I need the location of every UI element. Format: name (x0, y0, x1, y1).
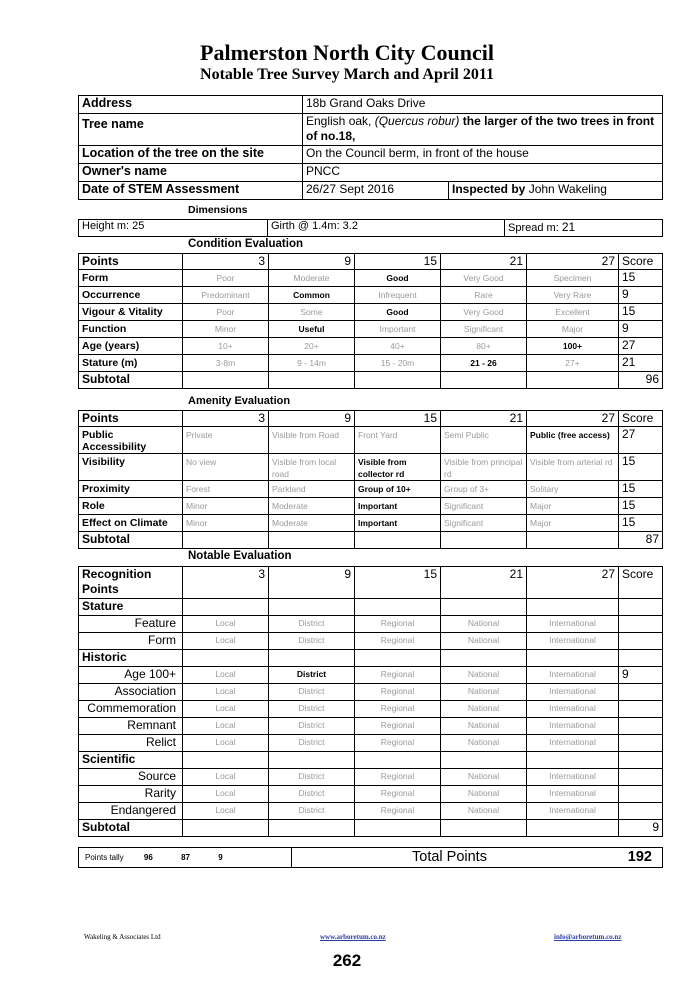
empty-cell (441, 752, 527, 769)
condition-points-15: 15 (355, 254, 441, 270)
notable-row-score (619, 616, 663, 633)
notable-row-label: Endangered (79, 803, 183, 820)
amenity-row-label: Public Accessibility (79, 427, 183, 454)
option-cell: Specimen (527, 270, 619, 287)
empty-cell (355, 820, 441, 837)
selected-option: Common (269, 287, 355, 304)
empty-cell (269, 752, 355, 769)
tree-info-table (78, 95, 663, 200)
date-value: 26/27 Sept 2016 (303, 182, 449, 200)
footer-website-link[interactable]: www.arboretum.co.nz (320, 933, 386, 941)
amenity-score-header: Score (619, 411, 663, 427)
selected-option: Public (free access) (527, 427, 619, 454)
option-cell: Parkland (269, 481, 355, 498)
notable-row-label: Age 100+ (79, 667, 183, 684)
amenity-subtotal-label: Subtotal (79, 532, 183, 549)
amenity-points-15: 15 (355, 411, 441, 427)
empty-cell (183, 372, 269, 389)
condition-points-label: Points (79, 254, 183, 270)
option-cell: Front Yard (355, 427, 441, 454)
notable-row (79, 803, 663, 820)
option-cell: Significant (441, 498, 527, 515)
amenity-row-score: 15 (619, 498, 663, 515)
option-cell: Regional (355, 769, 441, 786)
condition-score-header: Score (619, 254, 663, 270)
condition-row (79, 355, 663, 372)
amenity-points-27: 27 (527, 411, 619, 427)
notable-row (79, 633, 663, 650)
condition-row-score: 15 (619, 304, 663, 321)
condition-row-label: Age (years) (79, 338, 183, 355)
option-cell: International (527, 786, 619, 803)
option-cell: National (441, 735, 527, 752)
amenity-row (79, 498, 663, 515)
option-cell: International (527, 718, 619, 735)
selected-option: District (269, 667, 355, 684)
spread-cell (505, 220, 663, 237)
spread-value: 21 (561, 220, 576, 234)
location-value: On the Council berm, in front of the house (303, 146, 663, 164)
option-cell: Significant (441, 515, 527, 532)
option-cell: Visible from local road (269, 454, 355, 481)
option-cell: Solitary (527, 481, 619, 498)
condition-subtotal-label: Subtotal (79, 372, 183, 389)
condition-row-label: Form (79, 270, 183, 287)
condition-row (79, 321, 663, 338)
empty-cell (441, 820, 527, 837)
notable-row-label: Remnant (79, 718, 183, 735)
inspected-value: John Wakeling (525, 182, 607, 196)
condition-points-3: 3 (183, 254, 269, 270)
option-cell: Local (183, 616, 269, 633)
notable-table (78, 566, 663, 837)
option-cell: Regional (355, 786, 441, 803)
option-cell: Group of 3+ (441, 481, 527, 498)
page-number: 262 (332, 951, 362, 970)
condition-row-label: Occurrence (79, 287, 183, 304)
option-cell: International (527, 616, 619, 633)
option-cell: 9 - 14m (269, 355, 355, 372)
empty-cell (355, 599, 441, 616)
option-cell: Significant (441, 321, 527, 338)
amenity-row (79, 454, 663, 481)
option-cell: District (269, 701, 355, 718)
selected-option: Group of 10+ (355, 481, 441, 498)
owner-value: PNCC (303, 164, 663, 182)
empty-cell (355, 532, 441, 549)
selected-option: Visible from collector rd (355, 454, 441, 481)
empty-cell (183, 599, 269, 616)
tally-cell (79, 848, 292, 868)
notable-row (79, 684, 663, 701)
option-cell: International (527, 684, 619, 701)
empty-cell (527, 650, 619, 667)
empty-cell (441, 532, 527, 549)
notable-row-label: Commemoration (79, 701, 183, 718)
notable-points-3: 3 (183, 567, 269, 599)
option-cell: 15 - 20m (355, 355, 441, 372)
empty-cell (183, 532, 269, 549)
option-cell: Visible from Road (269, 427, 355, 454)
owner-label: Owner's name (79, 164, 303, 182)
option-cell: 80+ (441, 338, 527, 355)
date-label: Date of STEM Assessment (79, 182, 303, 200)
option-cell: Regional (355, 684, 441, 701)
notable-row-score (619, 735, 663, 752)
option-cell: International (527, 667, 619, 684)
option-cell: Visible from principal rd (441, 454, 527, 481)
notable-points-21: 21 (441, 567, 527, 599)
amenity-subtotal-value: 87 (619, 532, 663, 549)
condition-row-score: 9 (619, 287, 663, 304)
option-cell: National (441, 667, 527, 684)
option-cell: National (441, 633, 527, 650)
option-cell: Regional (355, 701, 441, 718)
spread-label: Spread m: (508, 222, 562, 234)
notable-subtotal-row (79, 820, 663, 837)
condition-row-score: 9 (619, 321, 663, 338)
notable-group-row (79, 650, 663, 667)
empty-cell (269, 820, 355, 837)
option-cell: Semi Public (441, 427, 527, 454)
option-cell: Local (183, 718, 269, 735)
amenity-row (79, 427, 663, 454)
empty-cell (527, 752, 619, 769)
option-cell: District (269, 718, 355, 735)
condition-subtotal-value: 96 (619, 372, 663, 389)
amenity-row-label: Proximity (79, 481, 183, 498)
notable-row-score (619, 786, 663, 803)
option-cell: Regional (355, 735, 441, 752)
option-cell: Some (269, 304, 355, 321)
empty-cell (269, 650, 355, 667)
tree-name-value (303, 114, 663, 146)
empty-cell (355, 650, 441, 667)
option-cell: District (269, 786, 355, 803)
selected-option: Important (355, 498, 441, 515)
notable-row-label: Relict (79, 735, 183, 752)
inspected-label: Inspected by (452, 182, 526, 196)
empty-cell (269, 532, 355, 549)
notable-row-score (619, 633, 663, 650)
option-cell: Regional (355, 718, 441, 735)
tree-common-name: English oak, (306, 114, 375, 128)
option-cell: District (269, 769, 355, 786)
notable-row (79, 616, 663, 633)
condition-points-27: 27 (527, 254, 619, 270)
notable-row-score (619, 701, 663, 718)
total-points-value: 192 (627, 849, 652, 865)
option-cell: International (527, 769, 619, 786)
option-cell: 3-8m (183, 355, 269, 372)
option-cell: Local (183, 803, 269, 820)
notable-row-label: Source (79, 769, 183, 786)
option-cell: National (441, 616, 527, 633)
page-subtitle: Notable Tree Survey March and April 2011 (200, 66, 494, 83)
option-cell: Very Rare (527, 287, 619, 304)
empty-cell (269, 372, 355, 389)
option-cell: Very Good (441, 270, 527, 287)
condition-row (79, 287, 663, 304)
empty-cell (183, 650, 269, 667)
condition-subtotal-row (79, 372, 663, 389)
empty-cell (269, 599, 355, 616)
option-cell: Poor (183, 304, 269, 321)
notable-points-9: 9 (269, 567, 355, 599)
option-cell: Regional (355, 803, 441, 820)
address-label: Address (79, 96, 303, 114)
empty-cell (441, 372, 527, 389)
dimensions-heading: Dimensions (188, 204, 248, 216)
total-points-label: Total Points (412, 849, 487, 865)
amenity-row-label: Effect on Climate (79, 515, 183, 532)
condition-row (79, 304, 663, 321)
empty-cell (441, 650, 527, 667)
condition-row-score: 21 (619, 355, 663, 372)
option-cell: Local (183, 701, 269, 718)
empty-cell (527, 820, 619, 837)
notable-row (79, 667, 663, 684)
option-cell: Poor (183, 270, 269, 287)
empty-cell (355, 372, 441, 389)
option-cell: Major (527, 321, 619, 338)
empty-cell (527, 599, 619, 616)
option-cell: National (441, 684, 527, 701)
amenity-row-score: 15 (619, 481, 663, 498)
option-cell: Excellent (527, 304, 619, 321)
amenity-points-label: Points (79, 411, 183, 427)
notable-row-score (619, 803, 663, 820)
option-cell: Local (183, 786, 269, 803)
condition-row-score: 15 (619, 270, 663, 287)
selected-option: Good (355, 304, 441, 321)
amenity-points-21: 21 (441, 411, 527, 427)
page-title: Palmerston North City Council (200, 40, 494, 65)
footer-company: Wakeling & Associates Ltd (84, 933, 161, 941)
notable-row-score (619, 769, 663, 786)
tally-table (78, 847, 663, 868)
notable-heading: Notable Evaluation (188, 550, 292, 562)
condition-row (79, 270, 663, 287)
option-cell: International (527, 633, 619, 650)
option-cell: Rare (441, 287, 527, 304)
empty-cell (527, 532, 619, 549)
empty-cell (183, 752, 269, 769)
address-row (79, 96, 663, 114)
notable-points-27: 27 (527, 567, 619, 599)
amenity-row (79, 515, 663, 532)
empty-cell (619, 650, 663, 667)
option-cell: National (441, 786, 527, 803)
notable-row (79, 769, 663, 786)
option-cell: District (269, 633, 355, 650)
empty-cell (441, 599, 527, 616)
option-cell: International (527, 701, 619, 718)
option-cell: National (441, 718, 527, 735)
option-cell: National (441, 803, 527, 820)
selected-option: 21 - 26 (441, 355, 527, 372)
footer-email-link[interactable]: info@arboretum.co.nz (554, 933, 622, 941)
notable-points-label: Recognition Points (79, 567, 183, 599)
tally-condition: 96 (143, 853, 153, 862)
condition-row-label: Vigour & Vitality (79, 304, 183, 321)
option-cell: Local (183, 684, 269, 701)
inspected-cell (449, 182, 663, 200)
selected-option: Good (355, 270, 441, 287)
notable-group-label: Scientific (79, 752, 183, 769)
amenity-table (78, 410, 663, 549)
option-cell: National (441, 701, 527, 718)
empty-cell (619, 752, 663, 769)
condition-row (79, 338, 663, 355)
notable-row (79, 718, 663, 735)
amenity-subtotal-row (79, 532, 663, 549)
notable-subtotal-value: 9 (619, 820, 663, 837)
amenity-row (79, 481, 663, 498)
condition-row-label: Function (79, 321, 183, 338)
option-cell: Local (183, 633, 269, 650)
condition-points-9: 9 (269, 254, 355, 270)
empty-cell (619, 599, 663, 616)
dimensions-table (78, 219, 663, 237)
amenity-row-score: 15 (619, 515, 663, 532)
selected-option: Important (355, 515, 441, 532)
tally-amenity: 87 (181, 853, 190, 862)
option-cell: No view (183, 454, 269, 481)
option-cell: Important (355, 321, 441, 338)
amenity-row-label: Role (79, 498, 183, 515)
condition-heading: Condition Evaluation (188, 238, 303, 250)
notable-row-label: Association (79, 684, 183, 701)
notable-group-label: Historic (79, 650, 183, 667)
empty-cell (183, 820, 269, 837)
option-cell: National (441, 769, 527, 786)
option-cell: Regional (355, 633, 441, 650)
amenity-points-3: 3 (183, 411, 269, 427)
date-row (79, 182, 663, 200)
tally-label: Points tally (85, 853, 124, 862)
notable-subtotal-label: Subtotal (79, 820, 183, 837)
notable-row (79, 786, 663, 803)
option-cell: 27+ (527, 355, 619, 372)
notable-row-score (619, 718, 663, 735)
option-cell: Forest (183, 481, 269, 498)
option-cell: Local (183, 667, 269, 684)
option-cell: 20+ (269, 338, 355, 355)
option-cell: Moderate (269, 270, 355, 287)
option-cell: 10+ (183, 338, 269, 355)
condition-table (78, 253, 663, 389)
notable-row-label: Form (79, 633, 183, 650)
location-row (79, 146, 663, 164)
tree-latin-name: (Quercus robur) (374, 114, 460, 128)
selected-option: Useful (269, 321, 355, 338)
notable-group-row (79, 599, 663, 616)
option-cell: District (269, 684, 355, 701)
amenity-heading: Amenity Evaluation (188, 395, 291, 407)
option-cell: Infrequent (355, 287, 441, 304)
option-cell: District (269, 616, 355, 633)
amenity-points-9: 9 (269, 411, 355, 427)
option-cell: Private (183, 427, 269, 454)
notable-row-score: 9 (619, 667, 663, 684)
notable-row (79, 701, 663, 718)
option-cell: Major (527, 498, 619, 515)
option-cell: Moderate (269, 515, 355, 532)
option-cell: Local (183, 735, 269, 752)
owner-row (79, 164, 663, 182)
option-cell: Moderate (269, 498, 355, 515)
tree-name-row (79, 114, 663, 146)
amenity-row-score: 27 (619, 427, 663, 454)
option-cell: Minor (183, 515, 269, 532)
option-cell: Very Good (441, 304, 527, 321)
condition-row-score: 27 (619, 338, 663, 355)
notable-row-label: Feature (79, 616, 183, 633)
tree-name-label: Tree name (79, 114, 303, 146)
total-points-cell (292, 848, 663, 868)
amenity-row-label: Visibility (79, 454, 183, 481)
notable-group-row (79, 752, 663, 769)
notable-points-15: 15 (355, 567, 441, 599)
tally-notable: 9 (218, 853, 223, 862)
option-cell: District (269, 803, 355, 820)
notable-row-label: Rarity (79, 786, 183, 803)
tree-description: the larger of the two trees in front of no.18, (306, 114, 655, 143)
amenity-points-row (79, 411, 663, 427)
option-cell: Minor (183, 321, 269, 338)
option-cell: 40+ (355, 338, 441, 355)
empty-cell (355, 752, 441, 769)
girth-cell: Girth @ 1.4m: 3.2 (268, 220, 505, 237)
notable-score-header: Score (619, 567, 663, 599)
option-cell: Regional (355, 616, 441, 633)
height-cell: Height m: 25 (79, 220, 268, 237)
notable-row-score (619, 684, 663, 701)
condition-points-row (79, 254, 663, 270)
amenity-row-score: 15 (619, 454, 663, 481)
option-cell: Visible from arterial rd (527, 454, 619, 481)
condition-row-label: Stature (m) (79, 355, 183, 372)
condition-points-21: 21 (441, 254, 527, 270)
option-cell: International (527, 803, 619, 820)
option-cell: International (527, 735, 619, 752)
option-cell: Major (527, 515, 619, 532)
address-value: 18b Grand Oaks Drive (303, 96, 663, 114)
option-cell: Predominant (183, 287, 269, 304)
option-cell: Local (183, 769, 269, 786)
selected-option: 100+ (527, 338, 619, 355)
notable-row (79, 735, 663, 752)
option-cell: Regional (355, 667, 441, 684)
option-cell: Minor (183, 498, 269, 515)
notable-group-label: Stature (79, 599, 183, 616)
empty-cell (527, 372, 619, 389)
location-label: Location of the tree on the site (79, 146, 303, 164)
notable-points-row (79, 567, 663, 599)
option-cell: District (269, 735, 355, 752)
